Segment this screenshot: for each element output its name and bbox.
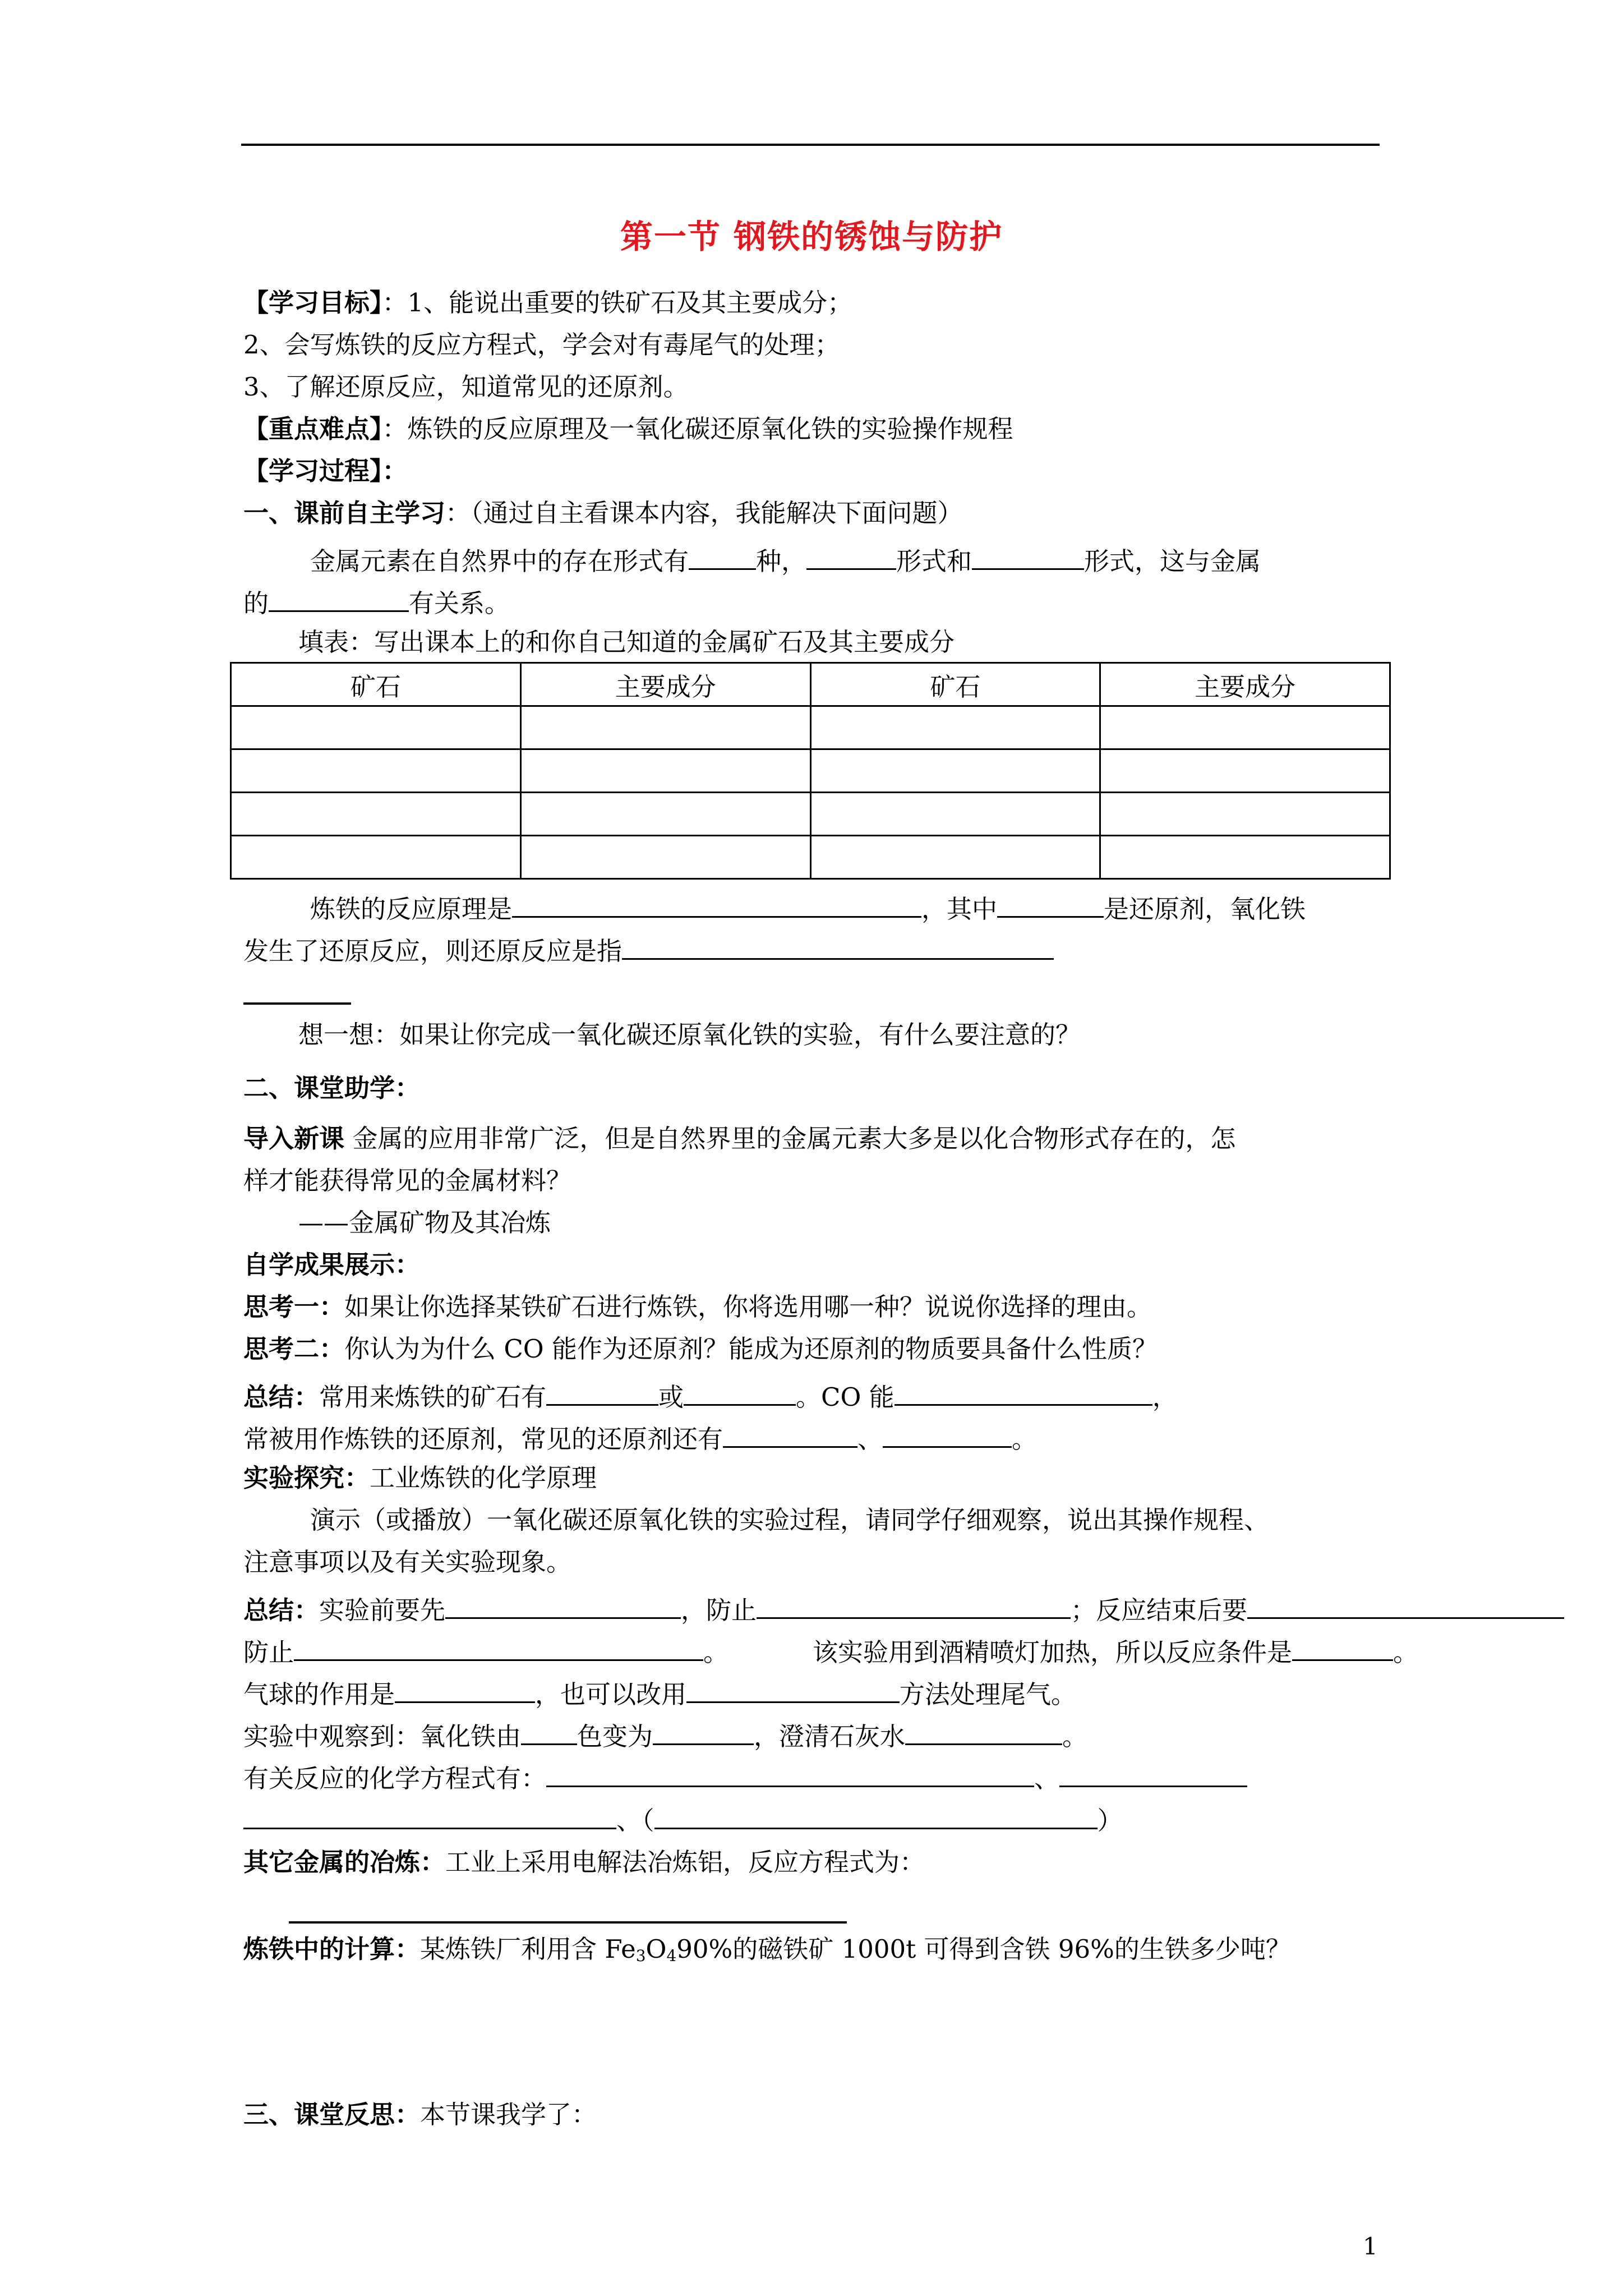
table-intro: 填表：写出课本上的和你自己知道的金属矿石及其主要成分 bbox=[298, 627, 955, 657]
table-header-component-1: 主要成分 bbox=[520, 663, 810, 706]
blank-equation-2[interactable] bbox=[1059, 1759, 1247, 1787]
blank-prevent-2[interactable] bbox=[294, 1632, 703, 1661]
section2-heading: 二、课堂助学： bbox=[243, 1073, 421, 1103]
existence-line-2: 的 有关系。 bbox=[243, 583, 510, 620]
observation-line: 实验中观察到：氧化铁由 色变为 ，澄清石灰水 。 bbox=[243, 1717, 1087, 1754]
table-header-component-2: 主要成分 bbox=[1100, 663, 1390, 706]
table-row bbox=[231, 836, 1390, 879]
table-row bbox=[231, 749, 1390, 793]
blank-balloon[interactable] bbox=[395, 1674, 535, 1703]
calculation-line: 炼铁中的计算：某炼铁厂利用含 $Fe_3O_490\%$的磁铁矿 1000t 可得到含铁 96%的生铁多少吨？ bbox=[243, 1934, 1291, 1965]
keypoints-line bbox=[243, 412, 1013, 446]
process-line: 【学习过程】： bbox=[243, 456, 408, 486]
blank-reducer[interactable] bbox=[997, 889, 1104, 918]
other-metals-line: 其它金属的冶炼：工业上采用电解法冶炼铝，反应方程式为： bbox=[243, 1847, 925, 1877]
blank-principle[interactable] bbox=[512, 889, 921, 918]
table-cell[interactable] bbox=[810, 836, 1100, 879]
blank-color-from[interactable] bbox=[521, 1717, 577, 1745]
blank-form-1[interactable] bbox=[806, 541, 896, 570]
table-header-row bbox=[231, 663, 1390, 706]
summary-reducers-line: 常被用作炼铁的还原剂，常见的还原剂还有 、 。 bbox=[243, 1419, 1037, 1456]
summary-procedure-line: 总结：实验前要先 ，防止 ；反应结束后要 bbox=[243, 1590, 1564, 1627]
demo-line-2: 注意事项以及有关实验现象。 bbox=[243, 1547, 572, 1577]
intro-line: 导入新课 金属的应用非常广泛，但是自然界里的金属元素大多是以化合物形式存在的，怎 bbox=[243, 1124, 1236, 1153]
blank-equation-2-cont[interactable] bbox=[243, 1801, 616, 1829]
principle-line-2: 发生了还原反应，则还原反应是指 bbox=[243, 931, 1054, 968]
page-title: 第一节 钢铁的锈蚀与防护 bbox=[620, 218, 1003, 256]
intro-line-2: 样才能获得常见的金属材料？ bbox=[243, 1166, 572, 1195]
equations-line-2: 、（ ） bbox=[243, 1801, 1123, 1838]
section1-heading: 一、课前自主学习 bbox=[243, 498, 446, 528]
table-row bbox=[231, 706, 1390, 749]
table-cell[interactable] bbox=[520, 706, 810, 749]
table-row bbox=[231, 793, 1390, 836]
table-cell[interactable] bbox=[520, 793, 810, 836]
blank-color-to[interactable] bbox=[653, 1717, 754, 1745]
think-two: 思考二：你认为为什么 CO 能作为还原剂？能成为还原剂的物质要具备什么性质？ bbox=[243, 1334, 1158, 1364]
blank-reduction-def[interactable] bbox=[622, 931, 1054, 960]
section1-heading-line bbox=[243, 496, 963, 530]
section3-heading: 三、课堂反思： bbox=[243, 2100, 421, 2129]
table-cell[interactable] bbox=[231, 793, 521, 836]
blank-prevent-1[interactable] bbox=[757, 1590, 1071, 1619]
blank-ore-1[interactable] bbox=[546, 1377, 658, 1406]
table-cell[interactable] bbox=[520, 836, 810, 879]
blank-aluminum-equation[interactable] bbox=[289, 1921, 847, 1924]
blank-form-2[interactable] bbox=[972, 541, 1084, 570]
blank-count[interactable] bbox=[689, 541, 756, 570]
blank-limewater[interactable] bbox=[905, 1717, 1062, 1745]
table-cell[interactable] bbox=[231, 706, 521, 749]
think-one: 思考一：如果让你选择某铁矿石进行炼铁，你将选用哪一种？说说你选择的理由。 bbox=[243, 1292, 1152, 1322]
existence-line: 金属元素在自然界中的存在形式有 种， 形式和 形式，这与金属 bbox=[310, 541, 1261, 578]
section3-line: 三、课堂反思：本节课我学了： bbox=[243, 2100, 597, 2129]
blank-equation-3[interactable] bbox=[654, 1801, 1098, 1829]
blank-relation[interactable] bbox=[269, 583, 409, 612]
goals-line-1 bbox=[243, 286, 852, 320]
blank-co-ability[interactable] bbox=[895, 1377, 1152, 1406]
blank-reduction-continued[interactable] bbox=[243, 1002, 351, 1005]
blank-condition[interactable] bbox=[1292, 1632, 1393, 1661]
keypoints-text: ：炼铁的反应原理及一氧化碳还原氧化铁的实验操作规程 bbox=[382, 414, 1013, 444]
header-rule bbox=[241, 144, 1380, 146]
principle-line: 炼铁的反应原理是 ，其中 是还原剂，氧化铁 bbox=[310, 889, 1306, 926]
table-header-ore-1: 矿石 bbox=[231, 663, 521, 706]
summary-ores-line: 总结：常用来炼铁的矿石有 或 。CO 能 ， bbox=[243, 1377, 1178, 1414]
summary-procedure-line-2: 防止 。 该实验用到酒精喷灯加热，所以反应条件是 。 bbox=[243, 1632, 1418, 1669]
page-number: 1 bbox=[1363, 2233, 1378, 2260]
table-cell[interactable] bbox=[1100, 749, 1390, 793]
blank-after[interactable] bbox=[1247, 1590, 1564, 1619]
table-cell[interactable] bbox=[810, 749, 1100, 793]
balloon-line: 气球的作用是 ，也可以改用 方法处理尾气。 bbox=[243, 1674, 1076, 1711]
goals-item-1: ：1、能说出重要的铁矿石及其主要成分； bbox=[382, 288, 853, 318]
show-label: 自学成果展示： bbox=[243, 1250, 421, 1280]
section1-heading-note: ：（通过自主看课本内容，我能解决下面问题） bbox=[445, 498, 963, 528]
intro-subtitle: ——金属矿物及其冶炼 bbox=[298, 1208, 551, 1237]
table-cell[interactable] bbox=[231, 836, 521, 879]
goals-line-3: 3、了解还原反应，知道常见的还原剂。 bbox=[243, 372, 689, 402]
blank-equation-1[interactable] bbox=[546, 1759, 1034, 1787]
blank-reducer-1[interactable] bbox=[723, 1419, 857, 1448]
table-cell[interactable] bbox=[1100, 793, 1390, 836]
table-cell[interactable] bbox=[1100, 836, 1390, 879]
table-cell[interactable] bbox=[810, 706, 1100, 749]
blank-reducer-2[interactable] bbox=[883, 1419, 1012, 1448]
table-cell[interactable] bbox=[231, 749, 521, 793]
blank-method[interactable] bbox=[686, 1674, 900, 1703]
goals-line-2: 2、会写炼铁的反应方程式，学会对有毒尾气的处理； bbox=[243, 330, 840, 360]
blank-before[interactable] bbox=[445, 1590, 681, 1619]
table-cell[interactable] bbox=[810, 793, 1100, 836]
table-cell[interactable] bbox=[1100, 706, 1390, 749]
ore-table bbox=[230, 662, 1391, 880]
table-cell[interactable] bbox=[520, 749, 810, 793]
process-label: 【学习过程】 bbox=[243, 456, 382, 486]
goals-label: 【学习目标】 bbox=[243, 288, 382, 318]
blank-ore-2[interactable] bbox=[684, 1377, 796, 1406]
think-line: 想一想：如果让你完成一氧化碳还原氧化铁的实验，有什么要注意的？ bbox=[298, 1020, 1081, 1050]
keypoints-label: 【重点难点】 bbox=[243, 414, 382, 444]
table-header-ore-2: 矿石 bbox=[810, 663, 1100, 706]
experiment-line: 实验探究：工业炼铁的化学原理 bbox=[243, 1463, 597, 1493]
demo-line: 演示（或播放）一氧化碳还原氧化铁的实验过程，请同学仔细观察，说出其操作规程、 bbox=[310, 1505, 1270, 1535]
intro-label: 导入新课 bbox=[243, 1124, 345, 1153]
equations-line: 有关反应的化学方程式有： 、 bbox=[243, 1759, 1247, 1796]
